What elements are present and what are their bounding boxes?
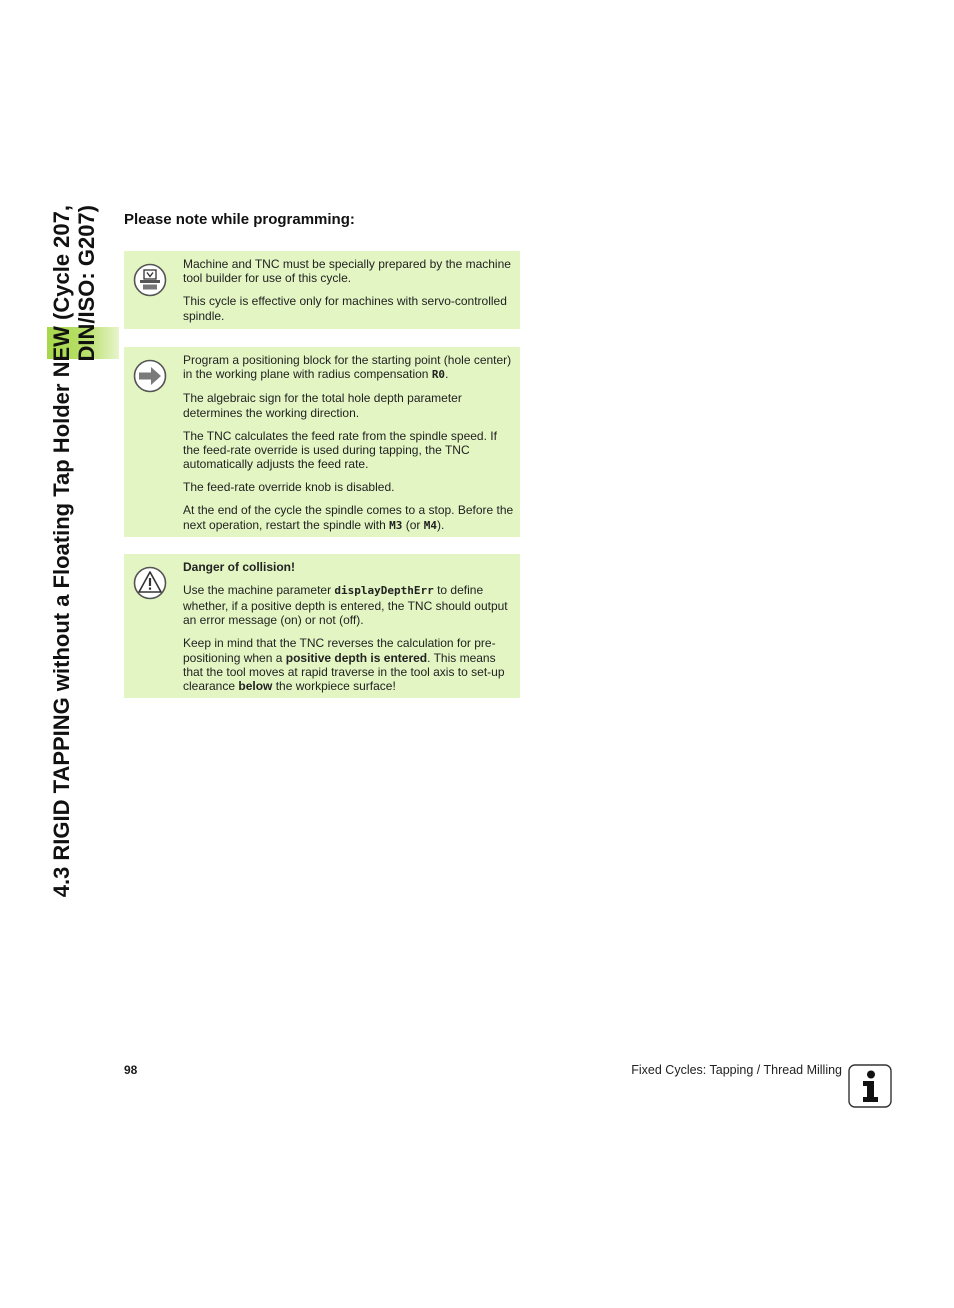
code-r0: R0 <box>431 368 446 382</box>
programming-tips-text <box>183 353 514 542</box>
machine-dependent-icon <box>133 263 167 297</box>
text-run: . <box>445 367 449 382</box>
warning-triangle-icon <box>133 566 167 600</box>
note-paragraph: The feed-rate override knob is disabled. <box>183 480 395 495</box>
note-paragraph <box>183 503 514 533</box>
arrow-right-icon <box>133 359 167 393</box>
machine-note-box <box>124 251 520 329</box>
section-heading: Please note while programming: <box>124 211 355 228</box>
note-paragraph: Machine and TNC must be specially prepared by the machine tool builder for use of this cycle. <box>183 257 511 286</box>
programming-tips-box <box>124 347 520 537</box>
chapter-title <box>49 205 119 945</box>
footer-title: Fixed Cycles: Tapping / Thread Milling <box>631 1063 842 1077</box>
note-paragraph <box>183 636 514 694</box>
chapter-title-line-2: DIN/ISO: G207) <box>74 205 99 362</box>
text-run: (or <box>402 517 424 532</box>
note-paragraph: The TNC calculates the feed rate from the spindle speed. If the feed-rate override is used during tapping, the TNC automatically adjusts the feed rate. <box>183 428 497 472</box>
collision-warning-text <box>183 560 514 702</box>
text-run: Use the machine parameter <box>183 583 335 598</box>
warning-heading: Danger of collision! <box>183 560 296 574</box>
text-run: Keep in mind that the TNC reverses the calculation for pre-positioning when a <box>183 636 496 665</box>
collision-warning-box <box>124 554 520 698</box>
info-icon <box>848 1064 892 1108</box>
code-parameter: displayDepthErr <box>334 584 434 598</box>
text-run: ). <box>436 517 445 532</box>
note-paragraph: The algebraic sign for the total hole depth parameter determines the working direction. <box>183 391 462 420</box>
code-m4: M4 <box>423 518 437 532</box>
text-run: . This means that the tool moves at rapid traverse in the tool axis to set-up clearance <box>183 650 505 694</box>
note-paragraph: This cycle is effective only for machines with servo-controlled spindle. <box>183 294 507 323</box>
text-run: the workpiece surface! <box>272 679 396 694</box>
text-run: Program a positioning block for the starting point (hole center) in the working plane with radius compensation <box>183 353 512 382</box>
bold-text: positive depth is entered <box>285 650 428 665</box>
machine-note-text <box>183 257 514 332</box>
note-paragraph <box>183 583 514 627</box>
code-m3: M3 <box>389 518 403 532</box>
bold-text: below <box>238 679 273 694</box>
text-run: At the end of the cycle the spindle comes to a stop. Before the next operation, restart the spindle with <box>183 503 514 532</box>
chapter-title-line-1: 4.3 RIGID TAPPING without a Floating Tap Holder NEW (Cycle 207, <box>49 205 74 898</box>
text-run: to define whether, if a positive depth is entered, the TNC should output an error message (on) or not (off). <box>183 583 508 628</box>
note-paragraph <box>183 353 514 383</box>
page-number: 98 <box>124 1063 138 1077</box>
